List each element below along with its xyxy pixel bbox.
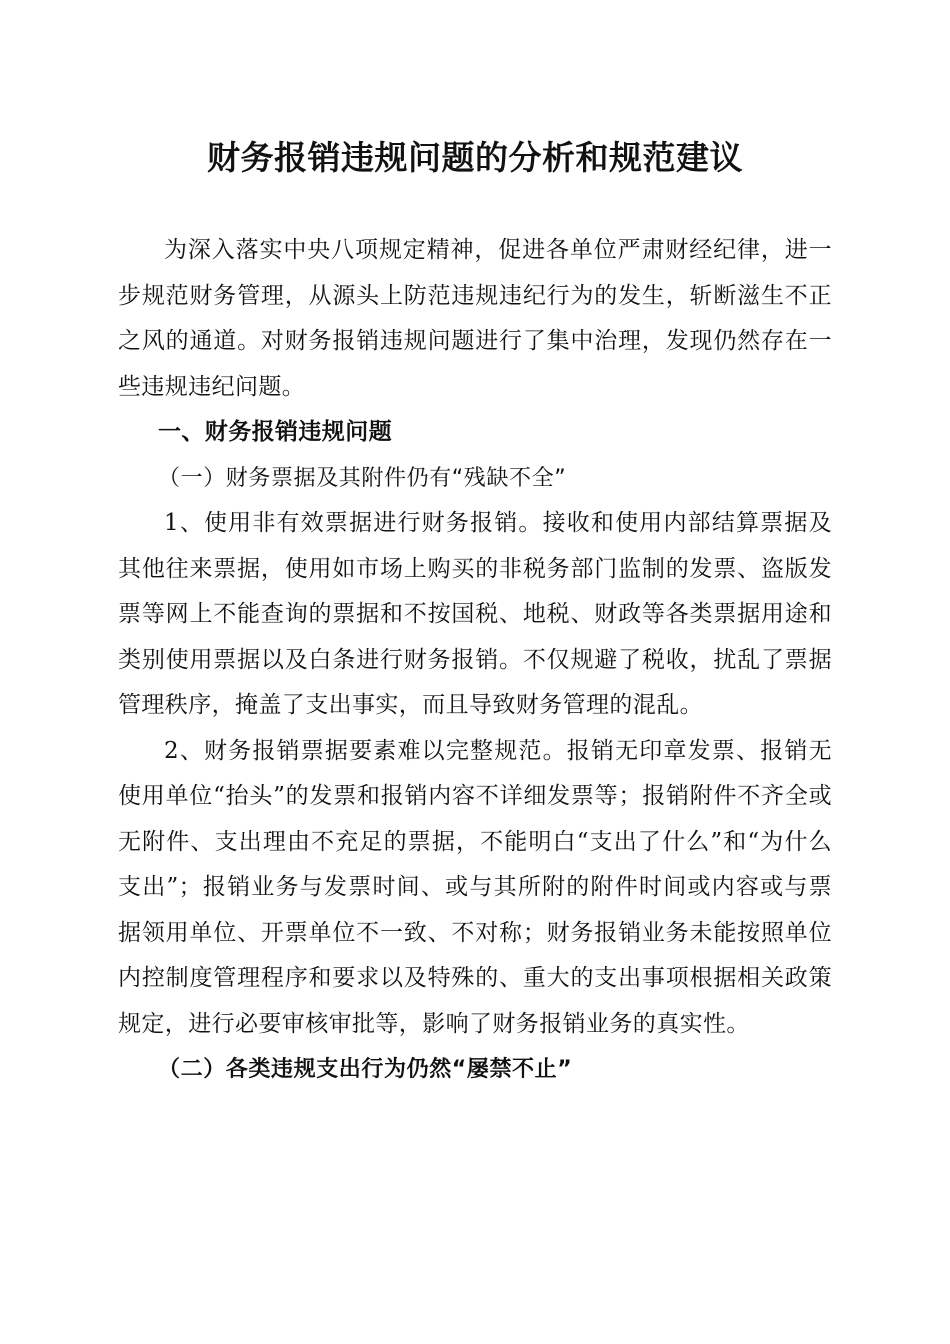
paragraph-item-2: 2、财务报销票据要素难以完整规范。报销无印章发票、报销无使用单位“抬头”的发票和报销内容不详细发票等；报销附件不齐全或无附件、支出理由不充足的票据，不能明白“支出了什么”和“为什么支出”；报销业务与发票时间、或与其所附的附件时间或内容或与票据领用单位、开票单位不一致、不对称；财务报销业务未能按照单位内控制度管理程序和要求以及特殊的、重大的支出事项根据相关政策规定，进行必要审核审批等，影响了财务报销业务的真实性。: [118, 737, 832, 1037]
section-heading-1: 一、财务报销违规问题: [158, 419, 392, 445]
paragraph-item-1: 1、使用非有效票据进行财务报销。接收和使用内部结算票据及其他往来票据，使用如市场上购买的非税务部门监制的发票、盗版发票等网上不能查询的票据和不按国税、地税、财政等各类票据用途和类别使用票据以及白条进行财务报销。不仅规避了税收，扰乱了票据管理秩序，掩盖了支出事实，而且导致财务管理的混乱。: [118, 510, 832, 718]
intro-paragraph: 为深入落实中央八项规定精神，促进各单位严肃财经纪律，进一步规范财务管理，从源头上防范违规违纪行为的发生，斩断滋生不正之风的通道。对财务报销违规问题进行了集中治理，发现仍然存在一些违规违纪问题。: [118, 237, 832, 400]
subsection-heading-1: （一）财务票据及其附件仍有“残缺不全”: [158, 465, 567, 491]
subsection-heading-2: （二）各类违规支出行为仍然“屡禁不止”: [158, 1057, 573, 1082]
document-title: 财务报销违规问题的分析和规范建议: [207, 138, 743, 177]
document-body: [118, 228, 832, 1093]
